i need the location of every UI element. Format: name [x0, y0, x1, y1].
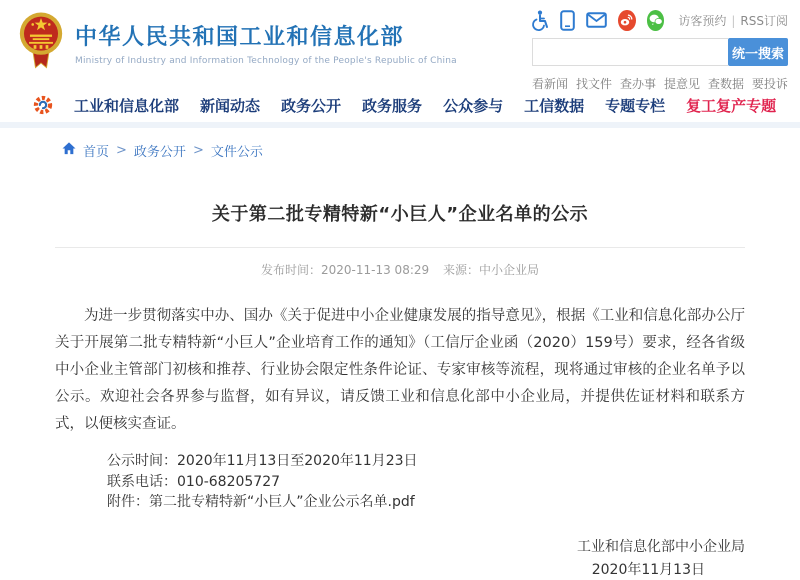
signature-date: 2020年11月13日: [591, 561, 705, 578]
header-icon-row: [532, 9, 788, 31]
article-details: [55, 451, 745, 513]
mobile-icon[interactable]: [560, 10, 575, 31]
attachment-pdf-link[interactable]: 附件：第二批专精特新“小巨人”企业公示名单.pdf: [107, 494, 415, 510]
nav-item-gov-services[interactable]: 政务服务: [362, 96, 423, 115]
top-links: [678, 12, 788, 29]
nav-item-gov-disclosure[interactable]: 政务公开: [281, 96, 342, 115]
quick-link-data[interactable]: 查数据: [707, 77, 744, 91]
main-nav: [0, 88, 800, 122]
site-subtitle: Ministry of Industry and Information Technology of the People's Republic of China: [75, 56, 457, 66]
search-bar: [532, 38, 788, 66]
national-emblem-icon: [18, 8, 64, 78]
search-input[interactable]: [532, 38, 728, 66]
breadcrumb-gov-disclosure[interactable]: 政务公开: [133, 145, 186, 160]
weibo-icon[interactable]: [618, 10, 636, 31]
nav-item-news[interactable]: 新闻动态: [200, 96, 261, 115]
accessibility-icon[interactable]: [532, 10, 549, 30]
site-title: 中华人民共和国工业和信息化部: [75, 25, 405, 50]
nav-item-special-columns[interactable]: 专题专栏: [605, 96, 666, 115]
breadcrumb-separator: >: [116, 143, 127, 158]
search-button[interactable]: 统一搜索: [728, 38, 788, 66]
signature-org: 工业和信息化部中小企业局: [577, 538, 745, 555]
article-paragraph: 为进一步贯彻落实中办、国办《关于促进中小企业健康发展的指导意见》，根据《工业和信息化部办公厅关于开展第二批专精特新“小巨人”企业培育工作的通知》（工信厅企业函（2020）159号）要求，经各省级中小企业主管部门初核和推荐、行业协会限定性条件论证、专家审核等流程，现将通过审核的企业名单予以公示。欢迎社会各界参与监督，如有异议，请反馈工业和信息化部中小企业局，并提供佐证材料和联系方式，以便核实查证。: [55, 308, 745, 432]
wechat-icon[interactable]: [647, 10, 665, 31]
breadcrumb-home[interactable]: 首页: [83, 145, 110, 160]
top-links-separator: |: [731, 13, 736, 28]
quick-link-services[interactable]: 查办事: [619, 77, 656, 91]
visitor-appointment-link[interactable]: 访客预约: [678, 13, 727, 28]
nav-item-industry-data[interactable]: 工信数据: [524, 96, 585, 115]
breadcrumb: [0, 128, 800, 170]
breadcrumb-separator: >: [192, 143, 204, 158]
nav-item-public-participation[interactable]: 公众参与: [443, 96, 504, 115]
home-icon[interactable]: [62, 142, 76, 159]
article-signature: [55, 537, 745, 580]
publicity-period: 公示时间：2020年11月13日至2020年11月23日: [107, 453, 418, 469]
rss-link[interactable]: RSS订阅: [740, 13, 788, 28]
header-tools: [532, 9, 788, 92]
breadcrumb-file-publicity: 文件公示: [210, 145, 263, 160]
quick-link-complaint[interactable]: 要投诉: [751, 77, 788, 91]
quick-links: [532, 75, 788, 92]
quick-link-files[interactable]: 找文件: [575, 77, 612, 91]
quick-link-suggest[interactable]: 提意见: [663, 77, 700, 91]
gear-logo-icon: [33, 95, 53, 115]
article: [55, 200, 745, 580]
site-header: [0, 0, 800, 91]
quick-link-news[interactable]: 看新闻: [532, 77, 569, 91]
source: 来源：中小企业局: [442, 263, 539, 277]
nav-item-ministry[interactable]: 工业和信息化部: [74, 96, 180, 115]
article-title: 关于第二批专精特新“小巨人”企业名单的公示: [211, 204, 589, 225]
mail-icon[interactable]: [586, 12, 607, 28]
article-meta: [55, 261, 745, 278]
title-divider: [55, 247, 745, 248]
nav-item-work-resumption[interactable]: 复工复产专题: [686, 96, 777, 115]
site-logo[interactable]: [18, 8, 457, 78]
contact-phone: 联系电话：010-68205727: [107, 473, 281, 490]
publish-time: 发布时间：2020-11-13 08:29: [261, 263, 430, 277]
